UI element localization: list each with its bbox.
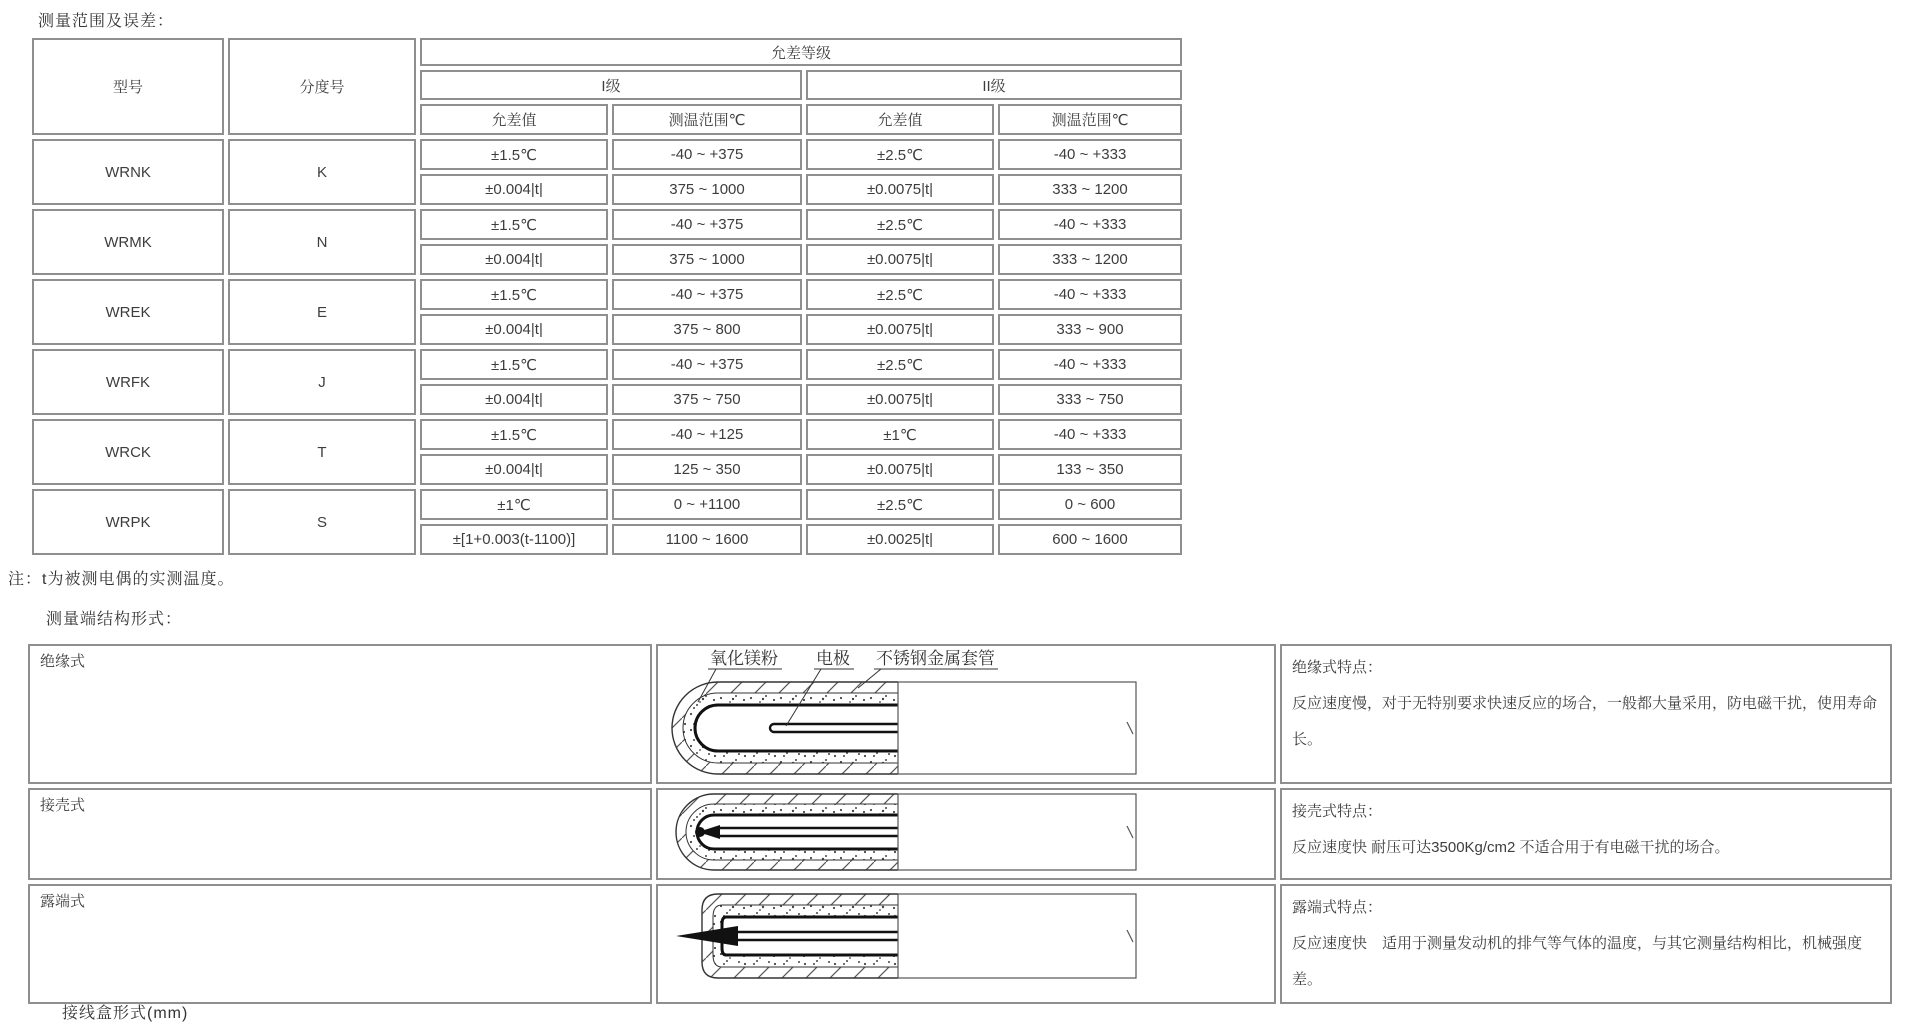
cell-value: 600 ~ 1600 — [998, 524, 1182, 555]
table-row — [32, 139, 1182, 170]
footer-title: 接线盒形式(mm) — [62, 1005, 189, 1022]
structure-name-cell — [28, 884, 652, 1004]
feature-text: 反应速度快 耐压可达3500Kg/cm2 不适合用于有电磁干扰的场合。 — [1292, 839, 1730, 856]
label-electrode: 电极 — [816, 649, 850, 668]
cell-value: ±0.004|t| — [420, 244, 608, 275]
cell-value: 133 ~ 350 — [998, 454, 1182, 485]
feature-title: 接壳式特点： — [1292, 803, 1383, 820]
cell-value: -40 ~ +333 — [998, 419, 1182, 450]
structure-diagram-cell — [656, 884, 1276, 1004]
cell-value: 0 ~ +1100 — [612, 489, 802, 520]
feature-title: 绝缘式特点： — [1292, 659, 1383, 676]
header-model: 型号 — [32, 38, 224, 135]
cell-value: ±2.5℃ — [806, 209, 994, 240]
cell-value: 375 ~ 800 — [612, 314, 802, 345]
structure-row-grounded — [28, 788, 1892, 880]
cell-value: -40 ~ +333 — [998, 209, 1182, 240]
cell-graduation: K — [228, 139, 416, 205]
cell-value: ±0.004|t| — [420, 454, 608, 485]
structure-row-exposed — [28, 884, 1892, 1004]
cell-value: ±0.0075|t| — [806, 174, 994, 205]
cell-value: 375 ~ 1000 — [612, 174, 802, 205]
cell-value: 375 ~ 750 — [612, 384, 802, 415]
sheath-extension — [898, 894, 1136, 978]
structure-name-cell — [28, 644, 652, 784]
cell-value: ±1.5℃ — [420, 209, 608, 240]
structure-feature-cell — [1280, 788, 1892, 880]
cell-value: -40 ~ +375 — [612, 139, 802, 170]
header-graduation: 分度号 — [228, 38, 416, 135]
table-row — [32, 209, 1182, 240]
cell-value: ±2.5℃ — [806, 139, 994, 170]
header-row-1 — [32, 38, 1182, 66]
cell-value: ±1.5℃ — [420, 349, 608, 380]
cell-value: ±1.5℃ — [420, 139, 608, 170]
header-tolerance-grade: 允差等级 — [420, 38, 1182, 66]
cell-model: WRMK — [32, 209, 224, 275]
structure-name-label: 接壳式 — [40, 797, 86, 814]
cell-value: ±1℃ — [420, 489, 608, 520]
cell-value: 125 ~ 350 — [612, 454, 802, 485]
cell-model: WRPK — [32, 489, 224, 555]
cell-value: -40 ~ +333 — [998, 349, 1182, 380]
feature-title: 露端式特点： — [1292, 899, 1383, 916]
cell-graduation: J — [228, 349, 416, 415]
cell-value: 333 ~ 750 — [998, 384, 1182, 415]
cell-value: -40 ~ +333 — [998, 279, 1182, 310]
cell-value: ±0.004|t| — [420, 384, 608, 415]
exposed-thermocouple-diagram — [658, 886, 1272, 986]
cell-value: ±0.0075|t| — [806, 314, 994, 345]
cell-model: WRNK — [32, 139, 224, 205]
cell-value: ±0.0075|t| — [806, 384, 994, 415]
cell-value: 0 ~ 600 — [998, 489, 1182, 520]
cell-value: ±1℃ — [806, 419, 994, 450]
header-tol-value-2: 允差值 — [806, 104, 994, 135]
feature-text: 反应速度快 适用于测量发动机的排气等气体的温度，与其它测量结构相比，机械强度差。 — [1292, 935, 1863, 988]
label-sheath: 不锈钢金属套管 — [876, 649, 995, 668]
header-temp-range-1: 测温范围℃ — [612, 104, 802, 135]
grounded-thermocouple-diagram — [658, 790, 1272, 874]
header-tol-value-1: 允差值 — [420, 104, 608, 135]
cell-graduation: S — [228, 489, 416, 555]
cell-value: 333 ~ 1200 — [998, 174, 1182, 205]
cell-model: WRFK — [32, 349, 224, 415]
cell-value: -40 ~ +333 — [998, 139, 1182, 170]
cell-value: -40 ~ +375 — [612, 279, 802, 310]
cell-value: ±2.5℃ — [806, 279, 994, 310]
cell-value: ±0.0075|t| — [806, 454, 994, 485]
structure-table — [24, 640, 1896, 1008]
cell-value: ±1.5℃ — [420, 279, 608, 310]
feature-text: 反应速度慢，对于无特别要求快速反应的场合，一般都大量采用，防电磁干扰，使用寿命长。 — [1292, 695, 1878, 748]
cell-value: ±2.5℃ — [806, 489, 994, 520]
cell-graduation: T — [228, 419, 416, 485]
section2-title: 测量端结构形式： — [46, 611, 183, 628]
header-grade-1: I级 — [420, 70, 802, 100]
table-note: 注：t为被测电偶的实测温度。 — [8, 571, 235, 588]
cell-graduation: N — [228, 209, 416, 275]
cell-value: ±2.5℃ — [806, 349, 994, 380]
table-row — [32, 349, 1182, 380]
cell-value: ±[1+0.003(t-1100)] — [420, 524, 608, 555]
cell-model: WRCK — [32, 419, 224, 485]
header-temp-range-2: 测温范围℃ — [998, 104, 1182, 135]
label-mgo-powder: 氧化镁粉 — [710, 649, 778, 668]
structure-row-insulated — [28, 644, 1892, 784]
sheath-extension — [898, 682, 1136, 774]
cell-value: -40 ~ +375 — [612, 349, 802, 380]
cell-model: WREK — [32, 279, 224, 345]
cell-value: 1100 ~ 1600 — [612, 524, 802, 555]
structure-feature-cell — [1280, 884, 1892, 1004]
cell-value: 375 ~ 1000 — [612, 244, 802, 275]
cell-value: ±1.5℃ — [420, 419, 608, 450]
cell-value: ±0.0025|t| — [806, 524, 994, 555]
structure-name-label: 露端式 — [40, 893, 86, 910]
tolerance-table — [28, 34, 1186, 559]
cell-value: ±0.004|t| — [420, 314, 608, 345]
structure-feature-cell — [1280, 644, 1892, 784]
sheath-extension — [898, 794, 1136, 870]
structure-name-cell — [28, 788, 652, 880]
cell-value: ±0.004|t| — [420, 174, 608, 205]
cell-value: ±0.0075|t| — [806, 244, 994, 275]
table-row — [32, 279, 1182, 310]
cell-value: -40 ~ +375 — [612, 209, 802, 240]
header-grade-2: II级 — [806, 70, 1182, 100]
cell-value: -40 ~ +125 — [612, 419, 802, 450]
cell-graduation: E — [228, 279, 416, 345]
cell-value: 333 ~ 1200 — [998, 244, 1182, 275]
structure-name-label: 绝缘式 — [40, 653, 86, 670]
structure-diagram-cell — [656, 788, 1276, 880]
table-row — [32, 489, 1182, 520]
cell-value: 333 ~ 900 — [998, 314, 1182, 345]
insulated-thermocouple-diagram — [658, 646, 1272, 778]
section1-title: 测量范围及误差： — [38, 13, 175, 30]
structure-diagram-cell — [656, 644, 1276, 784]
table-row — [32, 419, 1182, 450]
